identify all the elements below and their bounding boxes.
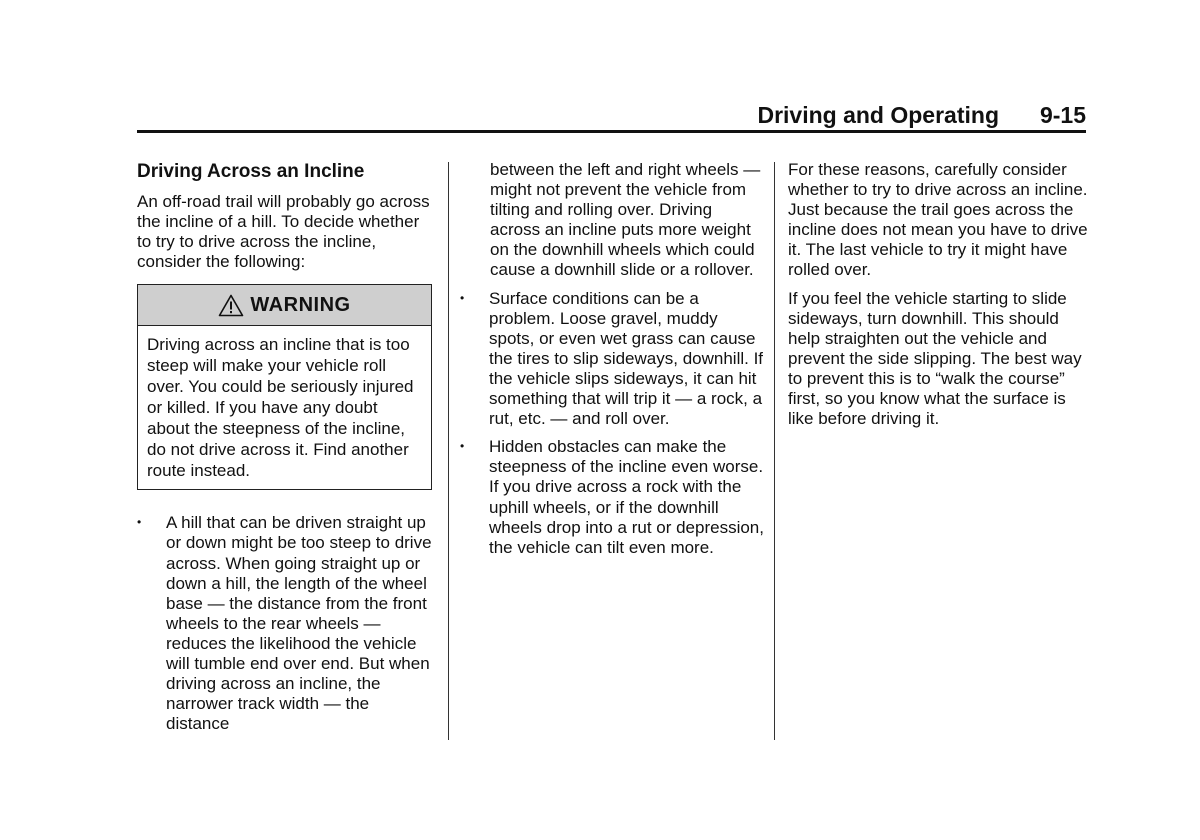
bullet-list bbox=[137, 513, 437, 734]
section-heading: Driving Across an Incline bbox=[137, 161, 365, 182]
list-item-text: Surface conditions can be a problem. Loose gravel, muddy spots, or even wet grass can cause the tires to slip sideways, downhill. If the vehicle slips sideways, it can hit something that will trip it — a rock, a rut, etc. — and roll over. bbox=[489, 288, 764, 429]
list-item-text: Hidden obstacles can make the steepness of the incline even worse. If you drive across a rock with the uphill wheels, or if the downhill wheels drop into a rut or depression, the vehicle can tilt even more. bbox=[489, 437, 764, 557]
intro-paragraph: An off-road trail will probably go across the incline of a hill. To decide whether to try to drive across the incline, consider the following: bbox=[137, 192, 430, 272]
column-left bbox=[137, 160, 437, 742]
warning-label: WARNING bbox=[250, 294, 351, 317]
column-right bbox=[788, 160, 1088, 437]
column-divider bbox=[448, 162, 449, 740]
column-middle bbox=[460, 160, 765, 566]
page-header bbox=[137, 100, 1086, 133]
warning-box bbox=[137, 284, 432, 490]
list-item-text: A hill that can be driven straight up or down might be too steep to drive across. When going straight up or down a hill, the length of the wheel base — the distance from the front wheels to the rear wheels — reduces the likelihood the vehicle will tumble end over end. But when driving across an incline, the narrower track width — the distance bbox=[166, 513, 432, 734]
paragraph: For these reasons, carefully consider whether to try to drive across an incline. Just because the trail goes across the incline does not mean you have to drive it. The last vehicle to try it might have rolled over. bbox=[788, 160, 1088, 280]
list-item bbox=[460, 289, 765, 430]
list-item bbox=[137, 513, 437, 734]
section-title: Driving and Operating bbox=[757, 102, 999, 128]
bullet-icon: • bbox=[460, 439, 465, 454]
list-item bbox=[460, 437, 765, 558]
page-number: 9-15 bbox=[1039, 102, 1086, 128]
bullet-icon: • bbox=[460, 290, 465, 305]
warning-header bbox=[138, 285, 431, 326]
bullet-list bbox=[460, 289, 765, 558]
bullet-icon: • bbox=[137, 515, 142, 530]
continued-paragraph: between the left and right wheels — might not prevent the vehicle from tilting and rolling over. Driving across an incline puts more weight on the downhill wheels which could cause a downhill slide or a rollover. bbox=[490, 160, 761, 280]
warning-text: Driving across an incline that is too steep will make your vehicle roll over. You could be seriously injured or killed. If you have any doubt about the steepness of the incline, do not drive across it. Find another route instead. bbox=[147, 335, 414, 481]
column-divider bbox=[774, 162, 775, 740]
paragraph: If you feel the vehicle starting to slide sideways, turn downhill. This should help straighten out the vehicle and prevent the side slipping. The best way to prevent this is to “walk the course” first, so you know what the surface is like before driving it. bbox=[788, 288, 1082, 429]
warning-triangle-icon bbox=[218, 294, 244, 317]
